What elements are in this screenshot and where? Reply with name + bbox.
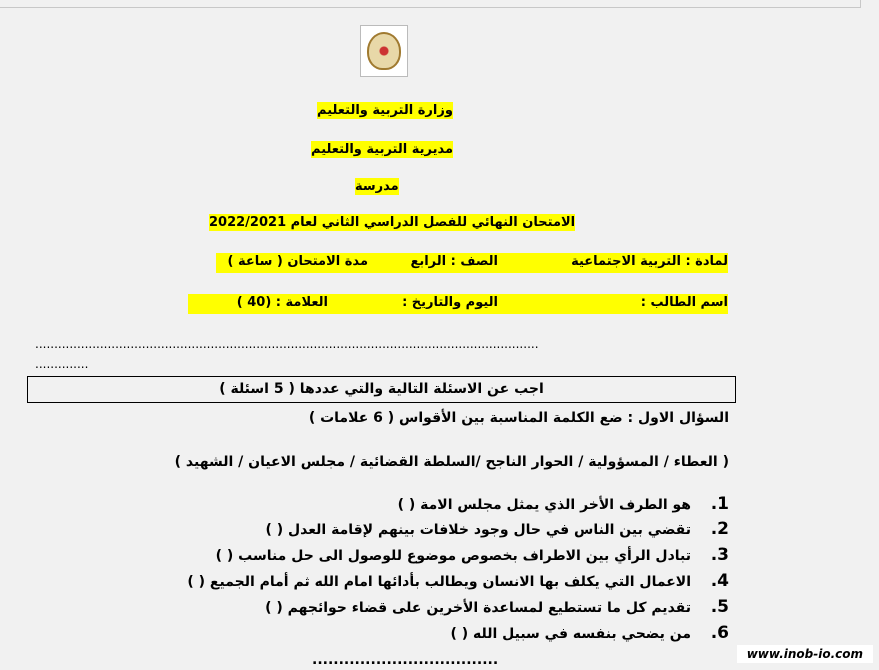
item-text[interactable]: تبادل الرأي بين الاطراف بخصوص موضوع للوصول الى حل مناسب ( ) (215, 548, 691, 564)
exam-title: الامتحان النهائي للفصل الدراسي الثاني لعام 2022/2021 (209, 215, 576, 230)
bottom-dots-line: ................................... (312, 652, 499, 668)
duration: مدة الامتحان ( ساعة ) (227, 254, 368, 269)
grade: الصف : الرابع (410, 254, 498, 269)
question-item-2 (265, 519, 729, 539)
day-date-label[interactable]: اليوم والتاريخ : (402, 295, 498, 310)
question-item-5 (265, 597, 729, 617)
item-text[interactable]: من يضحي بنفسه في سبيل الله ( ) (450, 626, 691, 642)
answer-dots-line-2: .............. (35, 357, 89, 371)
question-item-6 (450, 623, 729, 643)
item-text[interactable]: الاعمال التي يكلف بها الانسان ويطالب بأدائها امام الله ثم أمام الجميع ( ) (187, 574, 691, 590)
ministry-name: وزارة التربية والتعليم (317, 103, 453, 118)
watermark: www.inob-io.com (737, 645, 873, 663)
page-border-corner (860, 0, 861, 8)
item-number: 5. (710, 597, 729, 617)
word-bank: ( العطاء / المسؤولية / الحوار الناجح /السلطة القضائية / مجلس الاعيان / الشهيد ) (174, 454, 729, 470)
question-item-3 (216, 545, 729, 565)
question-1-title: السؤال الاول : ضع الكلمة المناسبة بين الأقواس ( 6 علامات ) (308, 410, 729, 426)
item-number: 2. (710, 519, 729, 539)
student-info-row (188, 294, 728, 314)
subject: لمادة : التربية الاجتماعية (571, 254, 728, 269)
school-name: مدرسة (355, 179, 399, 194)
instruction-box (27, 376, 736, 403)
item-number: 4. (710, 571, 729, 591)
item-text[interactable]: هو الطرف الأخر الذي يمثل مجلس الامة ( ) (397, 497, 691, 513)
student-name-label[interactable]: اسم الطالب : (640, 295, 728, 310)
question-item-1 (398, 494, 729, 514)
directorate-name: مديرية التربية والتعليم (311, 142, 454, 157)
answer-dots-line: .................................................................................................................................... (35, 337, 539, 351)
item-text[interactable]: تقضي بين الناس في حال وجود خلافات بينهم لإقامة العدل ( ) (265, 522, 691, 538)
item-number: 3. (710, 545, 729, 565)
mark-label: العلامة : (40 ) (236, 295, 328, 310)
item-number: 6. (710, 623, 729, 643)
question-item-4 (187, 571, 729, 591)
instruction-text: اجب عن الاسئلة التالية والتي عددها ( 5 اسئلة ) (219, 381, 544, 397)
item-text[interactable]: تقديم كل ما تستطيع لمساعدة الأخرين على قضاء حوائجهم ( ) (265, 600, 691, 616)
crest-icon (367, 32, 401, 70)
page-border (0, 7, 860, 8)
ministry-seal-logo (360, 25, 408, 77)
item-number: 1. (710, 494, 729, 514)
exam-info-row (216, 253, 728, 273)
